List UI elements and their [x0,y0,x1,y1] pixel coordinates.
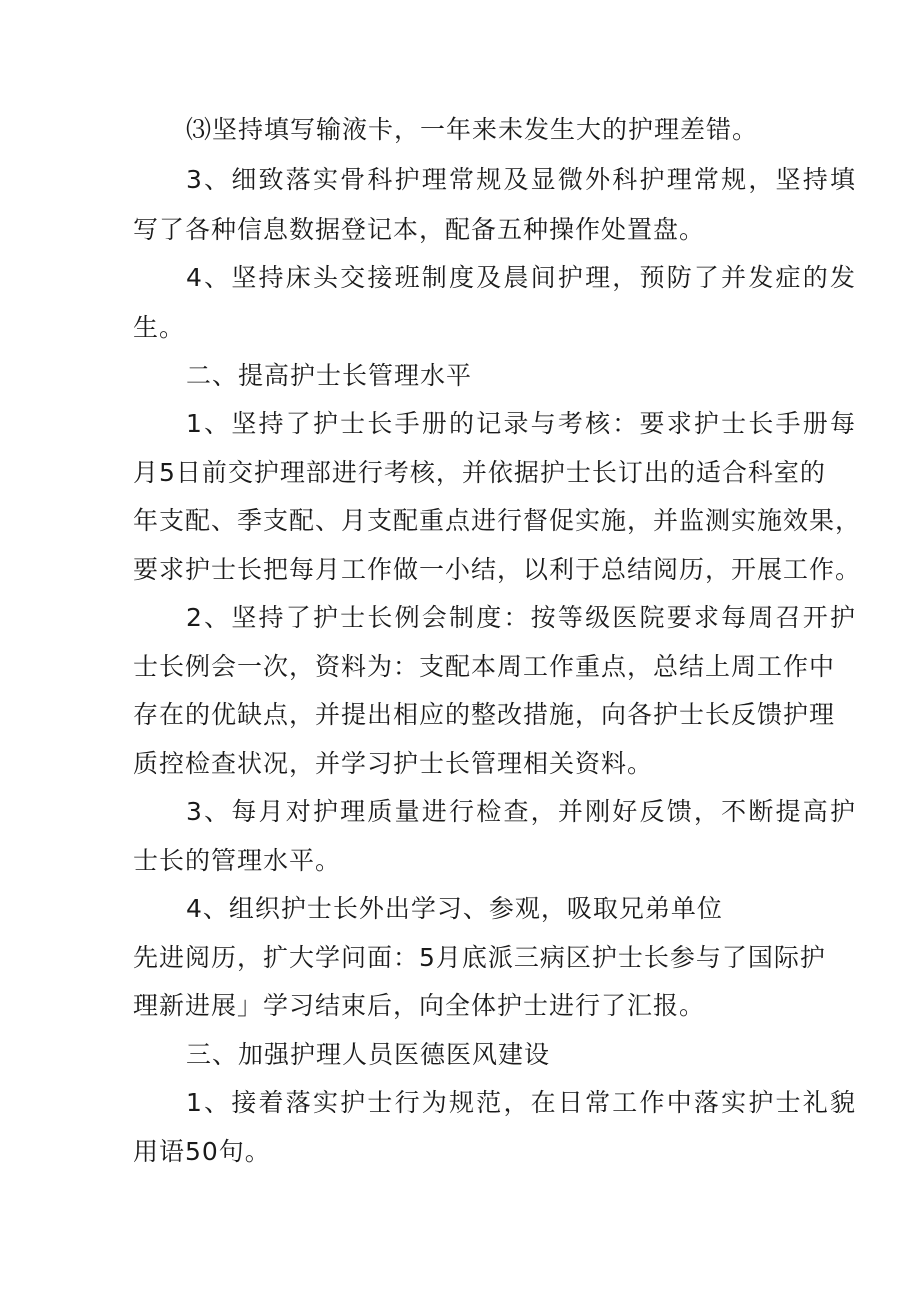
paragraph-line: 存在的优缺点，并提出相应的整改措施，向各护士长反馈护理 [133,700,836,729]
paragraph-line: 4、坚持床头交接班制度及晨间护理，预防了并发症的发 [186,263,856,292]
paragraph-line: 理新进展」学习结束后，向全体护士进行了汇报。 [133,991,706,1020]
paragraph-line: 1、坚持了护士长手册的记录与考核：要求护士长手册每 [186,409,856,438]
paragraph-line: 月5日前交护理部进行考核，并依据护士长订出的适合科室的 [133,458,826,487]
section-heading: 二、提高护士长管理水平 [186,361,473,390]
paragraph-line: 年支配、季支配、月支配重点进行督促实施，并监测实施效果， [133,506,862,535]
paragraph-line: 写了各种信息数据登记本，配备五种操作处置盘。 [133,215,706,244]
paragraph-line: 生。 [133,313,186,342]
paragraph-line: 1、接着落实护士行为规范，在日常工作中落实护士礼貌 [186,1088,856,1117]
section-heading: 三、加强护理人员医德医风建设 [186,1040,551,1069]
paragraph-line: 3、每月对护理质量进行检查，并刚好反馈，不断提高护 [186,797,856,826]
paragraph-line: 用语50句。 [133,1137,271,1166]
paragraph-line: ⑶坚持填写输液卡，一年来未发生大的护理差错。 [186,115,759,144]
paragraph-line: 先进阅历，扩大学问面：5月底派三病区护士长参与了国际护 [133,943,826,972]
paragraph-line: 3、细致落实骨科护理常规及显微外科护理常规，坚持填 [186,165,856,194]
paragraph-line: 2、坚持了护士长例会制度：按等级医院要求每周召开护 [186,603,856,632]
paragraph-line: 质控检查状况，并学习护士长管理相关资料。 [133,749,654,778]
paragraph-line: 士长例会一次，资料为：支配本周工作重点，总结上周工作中 [133,652,836,681]
paragraph-line: 4、组织护士长外出学习、参观，吸取兄弟单位 [186,894,723,923]
paragraph-line: 士长的管理水平。 [133,846,342,875]
paragraph-line: 要求护士长把每月工作做一小结，以利于总结阅历，开展工作。 [133,555,862,584]
